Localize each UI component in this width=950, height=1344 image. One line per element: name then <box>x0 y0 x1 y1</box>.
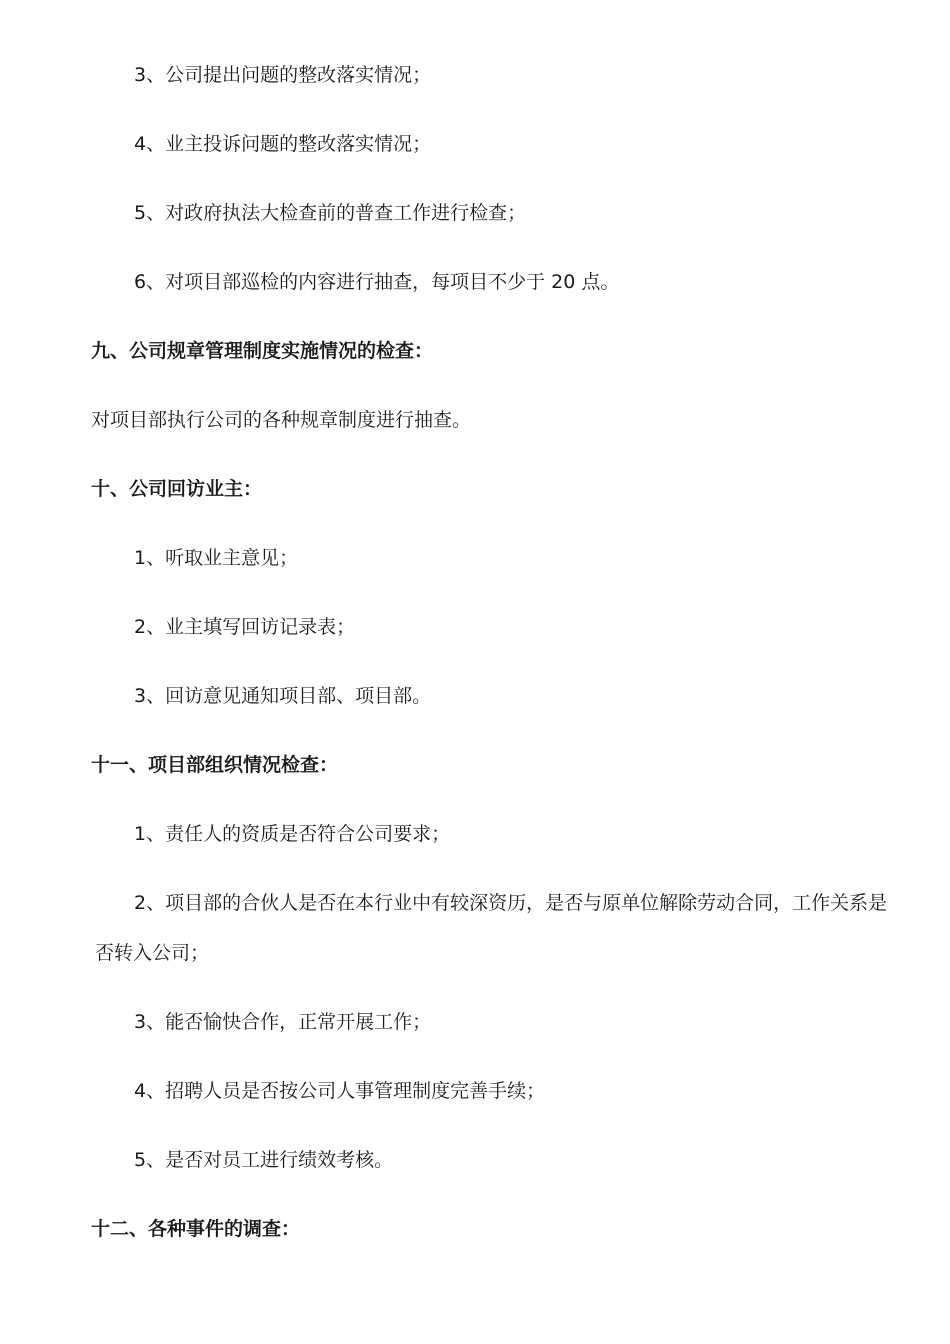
list-item: 5、对政府执法大检查前的普查工作进行检查； <box>134 202 527 224</box>
list-item: 4、招聘人员是否按公司人事管理制度完善手续； <box>134 1080 546 1102</box>
list-item: 5、是否对员工进行绩效考核。 <box>134 1149 394 1171</box>
list-item: 2、项目部的合伙人是否在本行业中有较深资历，是否与原单位解除劳动合同，工作关系是 <box>134 892 888 914</box>
section-heading: 十、公司回访业主： <box>91 478 263 500</box>
list-item: 2、业主填写回访记录表； <box>134 616 356 638</box>
list-item: 4、业主投诉问题的整改落实情况； <box>134 133 432 155</box>
list-item: 3、回访意见通知项目部、项目部。 <box>134 685 432 707</box>
section-heading: 十二、各种事件的调查： <box>91 1218 301 1240</box>
list-item-continuation: 否转入公司； <box>95 942 210 964</box>
list-item: 6、对项目部巡检的内容进行抽查，每项目不少于 20 点。 <box>134 271 620 293</box>
section-heading: 十一、项目部组织情况检查： <box>91 754 339 776</box>
list-item: 3、能否愉快合作，正常开展工作； <box>134 1011 432 1033</box>
list-item: 1、责任人的资质是否符合公司要求； <box>134 823 451 845</box>
list-item: 3、公司提出问题的整改落实情况； <box>134 64 432 86</box>
paragraph: 对项目部执行公司的各种规章制度进行抽查。 <box>91 409 472 431</box>
list-item: 1、听取业主意见； <box>134 547 299 569</box>
section-heading: 九、公司规章管理制度实施情况的检查： <box>91 340 434 362</box>
